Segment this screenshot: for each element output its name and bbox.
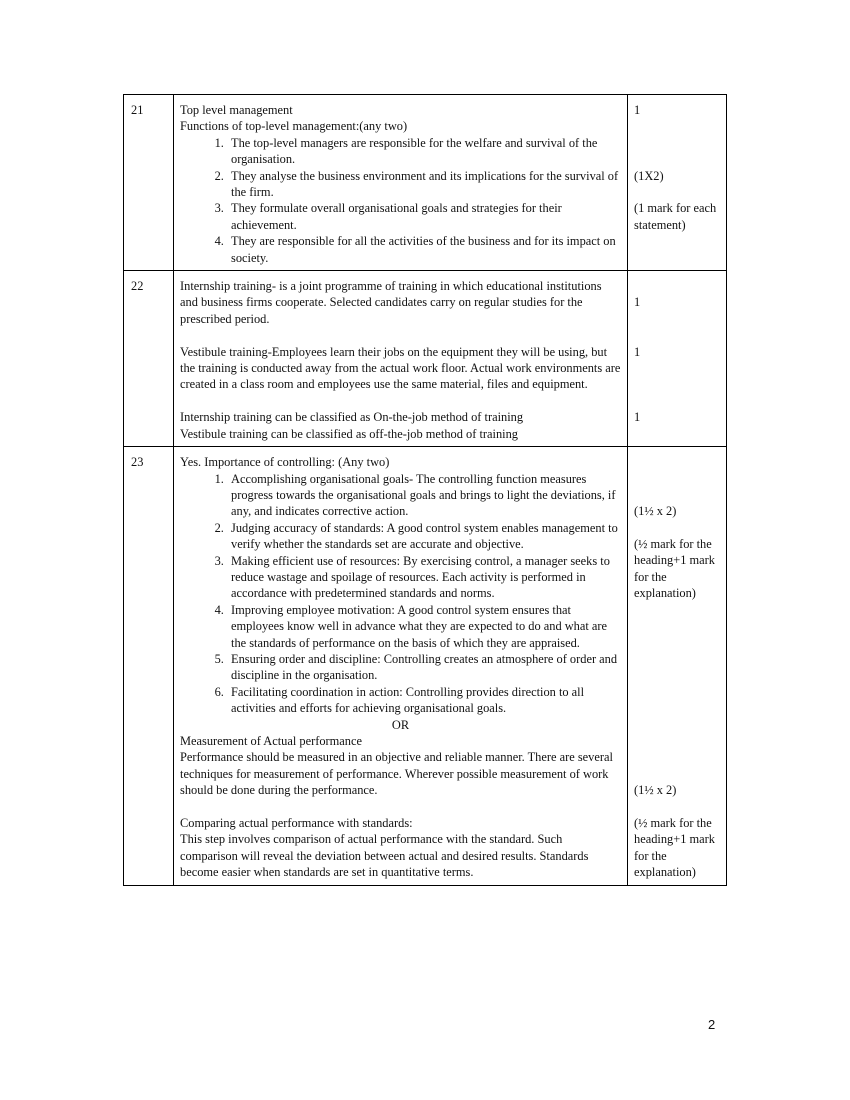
question-number: 23	[124, 447, 174, 886]
list-item: 5. Ensuring order and discipline: Controlling creates an atmosphere of order and discipline in the organisation.	[227, 651, 621, 684]
list-item: 6. Facilitating coordination in action: Controlling provides direction to all activities and efforts for achieving organisational goals.	[227, 684, 621, 717]
answer-points	[180, 135, 621, 266]
marks-note: (½ mark for the heading+1 mark for the explanation)	[634, 537, 715, 601]
list-item: 4. Improving employee motivation: A good control system ensures that employees know well in advance what they are expected to do and what are the standards of performance on the basis of which they are appraised.	[227, 602, 621, 651]
list-item: 3. They formulate overall organisational goals and strategies for their achievement.	[227, 200, 621, 233]
internship-classification: Internship training can be classified as On-the-job method of training	[180, 410, 524, 425]
vestibule-classification: Vestibule training can be classified as off-the-job method of training	[180, 426, 519, 441]
answer-points	[180, 471, 621, 717]
marks-scheme: (1½ x 2)	[634, 504, 677, 519]
answer-cell	[174, 447, 628, 886]
marks-cell	[628, 95, 727, 271]
answer-intro: Functions of top-level management:(any two)	[180, 119, 408, 134]
marks-value: 1	[634, 103, 641, 117]
marks-cell	[628, 271, 727, 447]
answer-cell	[174, 271, 628, 447]
page-number: 2	[708, 1017, 716, 1032]
marks-cell	[628, 447, 727, 886]
or-separator: OR	[391, 717, 410, 732]
marks-value: 1	[634, 344, 641, 359]
table-row	[124, 271, 727, 447]
question-number: 22	[124, 271, 174, 447]
marks-scheme: (1½ x 2)	[634, 782, 677, 797]
vestibule-definition: Vestibule training-Employees learn their jobs on the equipment they will be using, but the training is conducted away from the actual work floor. Actual work environments are created in a class room and employees use the same material, files and equipment.	[180, 344, 621, 392]
measurement-heading: Measurement of Actual performance	[180, 734, 362, 748]
marks-note: (½ mark for the heading+1 mark for the explanation)	[634, 815, 715, 879]
comparison-heading: Comparing actual performance with standards:	[180, 816, 413, 831]
list-item: 2. Judging accuracy of standards: A good control system enables management to verify whether the standards set are accurate and objective.	[227, 520, 621, 553]
comparison-text: This step involves comparison of actual performance with the standard. Such comparison will reveal the deviation between actual and desired results. Standards become easier when standards are set in quantitative terms.	[180, 832, 589, 880]
table-row	[124, 95, 727, 271]
marks-note: (1 mark for each statement)	[634, 201, 717, 232]
marking-scheme-table	[123, 94, 727, 886]
list-item: 3. Making efficient use of resources: By exercising control, a manager seeks to reduce wastage and spoilage of resources. Each activity is performed in accordance with predetermined standards and norms.	[227, 553, 621, 602]
table-row	[124, 447, 727, 886]
list-item: 1. The top-level managers are responsible for the welfare and survival of the organisation.	[227, 135, 621, 168]
answer-intro: Yes. Importance of controlling: (Any two)	[180, 455, 390, 470]
list-item: 1. Accomplishing organisational goals- The controlling function measures progress towards the organisational goals and brings to light the deviations, if any, and indicates corrective action.	[227, 471, 621, 520]
list-item: 4. They are responsible for all the activities of the business and for its impact on society.	[227, 233, 621, 266]
list-item: 2. They analyse the business environment and its implications for the survival of the firm.	[227, 168, 621, 201]
answer-cell	[174, 95, 628, 271]
question-number: 21	[124, 95, 174, 271]
marks-value: 1	[634, 410, 641, 425]
answer-heading: Top level management	[180, 103, 293, 117]
marks-value: 1	[634, 295, 641, 310]
measurement-text: Performance should be measured in an objective and reliable manner. There are several techniques for measurement of performance. Wherever possible measurement of work should be done during the performance.	[180, 750, 613, 798]
internship-definition: Internship training- is a joint programme of training in which educational institutions and business firms cooperate. Selected candidates carry on regular studies for the prescribed period.	[180, 279, 602, 326]
marks-scheme: (1X2)	[634, 168, 664, 183]
